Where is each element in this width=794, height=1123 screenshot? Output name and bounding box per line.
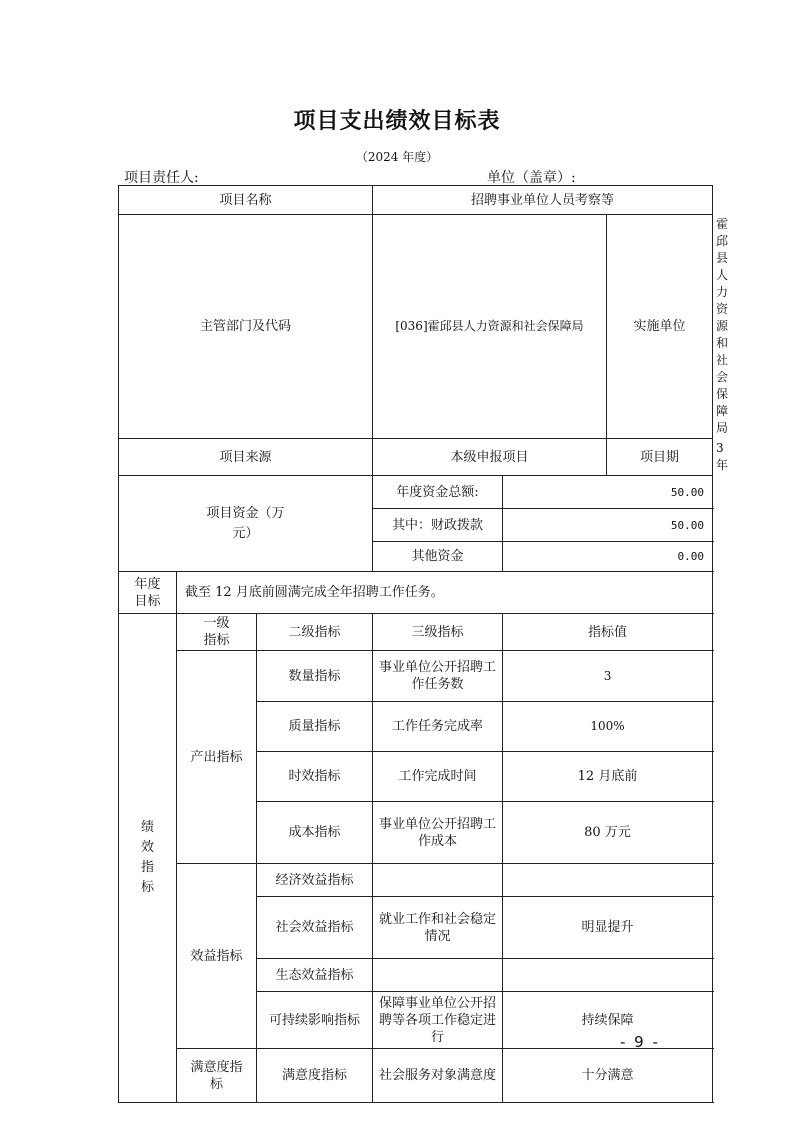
header-value: 指标值 (503, 614, 713, 651)
header-level1-text: 一级指标 (203, 616, 230, 648)
value-cell: 3 (503, 651, 713, 702)
level2-cell: 质量指标 (257, 702, 373, 752)
impl-unit-label: 实施单位 (607, 215, 713, 439)
level2-cell: 数量指标 (257, 651, 373, 702)
table-row (119, 572, 713, 614)
level3-cell: 工作任务完成率 (373, 702, 503, 752)
benefit-indicator-label: 效益指标 (177, 864, 257, 1049)
header-level1 (177, 614, 257, 651)
annual-goal-label (119, 572, 177, 614)
page-number: - 9 - (620, 1033, 660, 1051)
page-title: 项目支出绩效目标表 (293, 109, 501, 134)
table-row (119, 1049, 713, 1103)
level2-cell: 社会效益指标 (257, 897, 373, 959)
fiscal-year: （2024 年度） (355, 150, 439, 164)
level3-cell: 就业工作和社会稳定情况 (373, 897, 503, 959)
level3-cell: 社会服务对象满意度 (373, 1049, 503, 1103)
fiscal-value: 50.00 (503, 509, 713, 542)
satisfaction-indicator-label (177, 1049, 257, 1103)
table-row: 项目来源 本级申报项目 项目期 3 年 (119, 439, 713, 476)
project-name-value: 招聘事业单位人员考察等 (373, 186, 713, 215)
level2-cell: 满意度指标 (257, 1049, 373, 1103)
table-row (119, 864, 713, 897)
table-row: 主管部门及代码 [036]霍邱县人力资源和社会保障局 实施单位 霍邱县人力资源和社会保障局 (119, 215, 713, 439)
header-level2: 二级指标 (257, 614, 373, 651)
output-indicator-label: 产出指标 (177, 651, 257, 864)
funds-label-text: 项目资金（万元） (206, 505, 285, 541)
value-cell: 100% (503, 702, 713, 752)
level3-cell: 工作完成时间 (373, 752, 503, 802)
performance-target-table (118, 185, 729, 1103)
level2-cell: 成本指标 (257, 802, 373, 864)
value-cell: 明显提升 (503, 897, 713, 959)
level3-cell: 保障事业单位公开招聘等各项工作稳定进行 (373, 992, 503, 1049)
satisfaction-indicator-label-text: 满意度指标 (190, 1059, 243, 1092)
indicator-section-label (119, 614, 177, 1103)
period-label: 项目期 (607, 439, 713, 476)
level3-cell (373, 864, 503, 897)
table-row (119, 651, 713, 702)
annual-total-label: 年度资金总额: (373, 476, 503, 509)
value-cell: 12 月底前 (503, 752, 713, 802)
responsible-person-label: 项目责任人: (124, 170, 199, 186)
value-cell: 十分满意 (503, 1049, 713, 1103)
other-funds-label: 其他资金 (373, 542, 503, 572)
indicator-section-label-text: 绩效指标 (140, 820, 154, 895)
project-name-label: 项目名称 (119, 186, 373, 215)
source-value: 本级申报项目 (373, 439, 607, 476)
header-level3: 三级指标 (373, 614, 503, 651)
dept-value: [036]霍邱县人力资源和社会保障局 (373, 215, 607, 439)
value-cell (503, 864, 713, 897)
annual-goal-label-text: 年度目标 (134, 576, 161, 609)
annual-total-value: 50.00 (503, 476, 713, 509)
fiscal-label: 其中：财政拨款 (373, 509, 503, 542)
value-cell: 80 万元 (503, 802, 713, 864)
dept-label: 主管部门及代码 (119, 215, 373, 439)
funds-label (119, 476, 373, 572)
other-funds-value: 0.00 (503, 542, 713, 572)
annual-goal-value: 截至 12 月底前圆满完成全年招聘工作任务。 (177, 572, 713, 614)
level2-cell: 经济效益指标 (257, 864, 373, 897)
level2-cell: 可持续影响指标 (257, 992, 373, 1049)
table-row (119, 614, 713, 651)
value-cell (503, 959, 713, 992)
table-row (119, 186, 713, 215)
level3-cell (373, 959, 503, 992)
level3-cell: 事业单位公开招聘工作任务数 (373, 651, 503, 702)
value-cell: 持续保障 (503, 992, 713, 1049)
level2-cell: 时效指标 (257, 752, 373, 802)
unit-seal-label: 单位（盖章）: (487, 170, 576, 186)
table-row (119, 476, 713, 509)
source-label: 项目来源 (119, 439, 373, 476)
level2-cell: 生态效益指标 (257, 959, 373, 992)
level3-cell: 事业单位公开招聘工作成本 (373, 802, 503, 864)
